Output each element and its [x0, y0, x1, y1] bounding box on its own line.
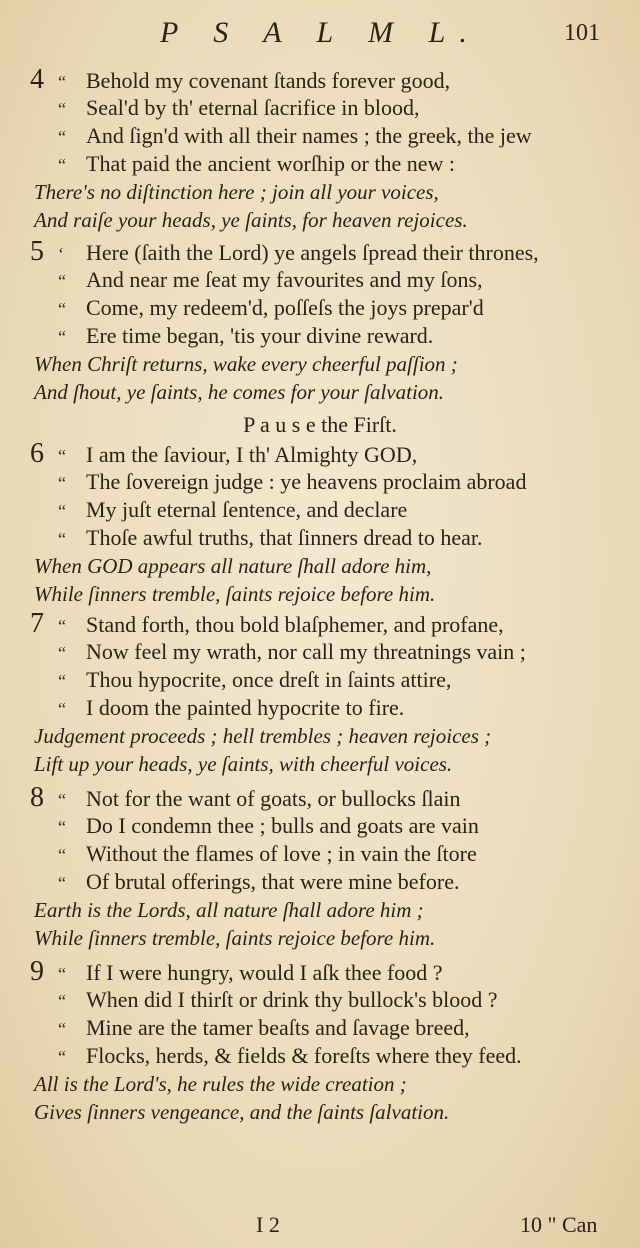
- verse-line: “ Now feel my wrath, nor call my threatnings vain ;: [30, 638, 620, 666]
- quote-mark: ‘: [58, 244, 64, 264]
- quote-mark: “: [58, 699, 66, 719]
- page-title: P S A L M L.: [160, 16, 481, 49]
- stanza-6: [30, 440, 620, 608]
- quote-mark: “: [58, 99, 66, 119]
- quote-mark: “: [58, 271, 66, 291]
- catchword: 10 " Can: [520, 1212, 598, 1237]
- verse-line: “ Seal'd by th' eternal ſacrifice in blood,: [30, 94, 620, 122]
- chorus-line: Earth is the Lords, all nature ſhall adore him ;: [34, 898, 424, 922]
- chorus-line: There's no diſtinction here ; join all your voices,: [34, 180, 439, 204]
- quote-mark: “: [58, 299, 66, 319]
- verse-line: 9 “ If I were hungry, would I aſk thee food ?: [30, 956, 443, 987]
- quote-mark: “: [58, 327, 66, 347]
- chorus-line: When Chriſt returns, wake every cheerful paſſion ;: [34, 352, 458, 376]
- chorus-line: When GOD appears all nature ſhall adore him,: [34, 554, 432, 578]
- verse-line: “ And ſign'd with all their names ; the greek, the jew: [30, 122, 620, 150]
- quote-mark: “: [58, 127, 66, 147]
- stanza-number: 6: [30, 438, 44, 469]
- quote-mark: “: [58, 873, 66, 893]
- quote-mark: “: [58, 790, 66, 810]
- verse-line: “ My juſt eternal ſentence, and declare: [30, 496, 620, 524]
- verse-line: “ That paid the ancient worſhip or the new :: [30, 150, 620, 178]
- chorus-line: While ſinners tremble, ſaints rejoice before him.: [34, 926, 436, 950]
- verse-line: 5 ‘ Here (ſaith the Lord) ye angels ſpread their thrones,: [30, 236, 539, 267]
- running-header: [0, 14, 640, 54]
- verse-line: “ The ſovereign judge : ye heavens proclaim abroad: [30, 468, 620, 496]
- stanza-number: 8: [30, 782, 44, 813]
- verse-line: “ Thoſe awful truths, that ſinners dread to hear.: [30, 524, 620, 552]
- stanza-number: 7: [30, 608, 44, 639]
- chorus-line: All is the Lord's, he rules the wide creation ;: [34, 1072, 407, 1096]
- chorus-line: And ſhout, ye ſaints, he comes for your ſalvation.: [34, 380, 445, 404]
- quote-mark: “: [58, 446, 66, 466]
- verse-line: “ Mine are the tamer beaſts and ſavage breed,: [30, 1014, 620, 1042]
- verse-line: “ Thou hypocrite, once dreſt in ſaints attire,: [30, 666, 620, 694]
- verse-line: “ Do I condemn thee ; bulls and goats are vain: [30, 812, 620, 840]
- quote-mark: “: [58, 1047, 66, 1067]
- page-footer: [0, 1212, 640, 1240]
- verse-line: “ I doom the painted hypocrite to fire.: [30, 694, 620, 722]
- verse-line: 8 “ Not for the want of goats, or bullocks ſlain: [30, 782, 461, 813]
- verse-line: 4 “ Behold my covenant ſtands forever good,: [30, 64, 451, 95]
- quote-mark: “: [58, 616, 66, 636]
- quote-mark: “: [58, 501, 66, 521]
- stanza-number: 9: [30, 956, 44, 987]
- stanza-8: [30, 784, 620, 952]
- chorus-line: Lift up your heads, ye ſaints, with cheerful voices.: [34, 752, 453, 776]
- stanza-number: 4: [30, 64, 44, 95]
- quote-mark: “: [58, 991, 66, 1011]
- pause-heading: P a u s e the Firſt.: [243, 412, 397, 437]
- quote-mark: “: [58, 529, 66, 549]
- quote-mark: “: [58, 155, 66, 175]
- stanza-number: 5: [30, 236, 44, 267]
- verse-line: “ Ere time began, 'tis your divine reward.: [30, 322, 620, 350]
- quote-mark: “: [58, 473, 66, 493]
- signature-mark: I 2: [256, 1212, 280, 1237]
- quote-mark: “: [58, 845, 66, 865]
- chorus-line: While ſinners tremble, ſaints rejoice before him.: [34, 582, 436, 606]
- quote-mark: “: [58, 964, 66, 984]
- verse-line: “ When did I thirſt or drink thy bullock's blood ?: [30, 986, 620, 1014]
- page-number: 101: [564, 20, 600, 46]
- quote-mark: “: [58, 72, 66, 92]
- stanza-5: [30, 238, 620, 406]
- stanza-4: [30, 66, 620, 234]
- chorus-line: Gives ſinners vengeance, and the ſaints ſalvation.: [34, 1100, 450, 1124]
- chorus-line: And raiſe your heads, ye ſaints, for heaven rejoices.: [34, 208, 468, 232]
- verse-line: “ Flocks, herds, & fields & foreſts where they feed.: [30, 1042, 620, 1070]
- chorus-line: Judgement proceeds ; hell trembles ; heaven rejoices ;: [34, 724, 492, 748]
- quote-mark: “: [58, 671, 66, 691]
- verse-line: “ Of brutal offerings, that were mine before.: [30, 868, 620, 896]
- stanza-9: [30, 958, 620, 1126]
- verse-line: 6 “ I am the ſaviour, I th' Almighty GOD,: [30, 438, 418, 469]
- verse-line: 7 “ Stand forth, thou bold blaſphemer, and profane,: [30, 608, 504, 639]
- verse-line: “ Come, my redeem'd, poſſeſs the joys prepar'd: [30, 294, 620, 322]
- verse-line: “ Without the flames of love ; in vain the ſtore: [30, 840, 620, 868]
- quote-mark: “: [58, 643, 66, 663]
- stanza-7: [30, 610, 620, 778]
- quote-mark: “: [58, 817, 66, 837]
- verse-line: “ And near me ſeat my favourites and my ſons,: [30, 266, 620, 294]
- quote-mark: “: [58, 1019, 66, 1039]
